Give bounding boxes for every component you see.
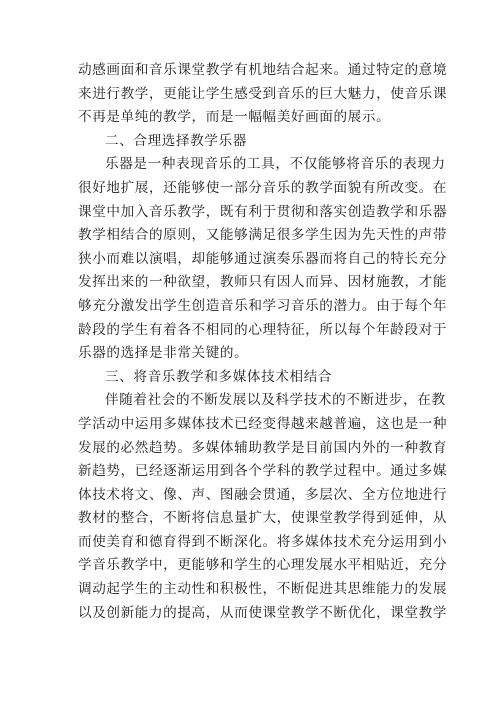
- section-heading: 二、合理选择教学乐器: [105, 132, 247, 149]
- text-line: 不再是单纯的教学，而是一幅幅美好画面的展示。: [78, 109, 391, 126]
- text-line: 而使美育和德育得到不断深化。将多媒体技术充分运用到小: [78, 533, 448, 550]
- text-line: 动感画面和音乐课堂教学有机地结合起来。通过特定的意境: [78, 62, 448, 78]
- section-heading: 三、将音乐教学和多媒体技术相结合: [105, 368, 333, 385]
- text-line: 够充分激发出学生创造音乐和学习音乐的潜力。由于每个年: [78, 297, 448, 314]
- text-line: 调动起学生的主动性和积极性，不断促进其思维能力的发展: [78, 581, 448, 598]
- text-line: 新趋势，已经逐渐运用到各个学科的教学过程中。通过多媒: [78, 463, 448, 480]
- text-line: 乐器的选择是非常关键的。: [78, 345, 249, 362]
- text-line: 教材的整合，不断将信息量扩大，使课堂教学得到延伸，从: [78, 510, 448, 527]
- paragraph-first-line: 乐器是一种表现音乐的工具，不仅能够将音乐的表现力: [105, 156, 446, 173]
- text-line: 课堂中加入音乐教学，既有利于贯彻和落实创造教学和乐器: [78, 203, 448, 220]
- paragraph-first-line: 伴随着社会的不断发展以及科学技术的不断进步，在教: [105, 392, 446, 409]
- text-line: 以及创新能力的提高，从而使课堂教学不断优化，课堂教学: [78, 604, 448, 621]
- text-line: 来进行教学，更能让学生感受到音乐的巨大魅力，使音乐课: [78, 85, 448, 102]
- text-line: 教学相结合的原则，又能够满足很多学生因为先天性的声带: [78, 227, 448, 244]
- document-body: [78, 59, 448, 625]
- text-line: 发挥出来的一种欲望，教师只有因人而异、因材施教，才能: [78, 274, 448, 291]
- text-line: 很好地扩展，还能够使一部分音乐的教学面貌有所改变。在: [78, 179, 448, 196]
- text-line: 体技术将文、像、声、图融会贯通，多层次、全方位地进行: [78, 486, 448, 503]
- text-line: 狭小而难以演唱，却能够通过演奏乐器而将自己的特长充分: [78, 250, 448, 267]
- text-line: 发展的必然趋势。多媒体辅助教学是目前国内外的一种教育: [78, 439, 448, 456]
- text-line: 龄段的学生有着各不相同的心理特征，所以每个年龄段对于: [78, 321, 448, 338]
- text-line: 学音乐教学中，更能够和学生的心理发展水平相贴近，充分: [78, 557, 448, 574]
- text-line: 学活动中运用多媒体技术已经变得越来越普遍，这也是一种: [78, 415, 448, 432]
